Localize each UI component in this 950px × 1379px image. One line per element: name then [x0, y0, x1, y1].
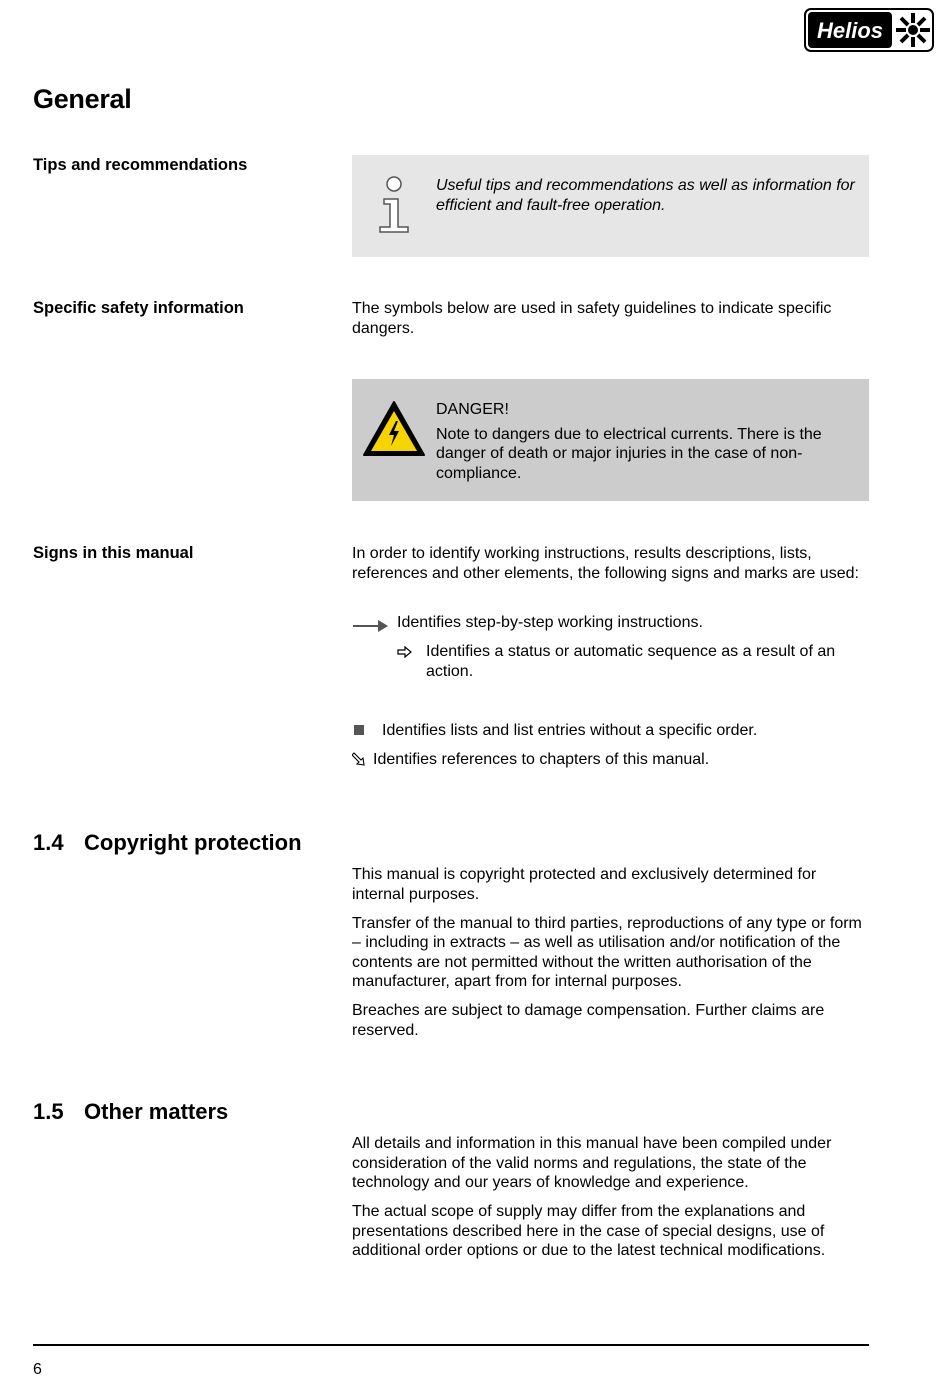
section-title-other: Other matters	[84, 1099, 229, 1124]
page-title: General	[33, 84, 132, 114]
danger-content	[436, 400, 861, 483]
helios-logo	[804, 8, 934, 52]
footer-divider	[33, 1344, 869, 1346]
safety-intro: The symbols below are used in safety guidelines to indicate specific dangers.	[352, 300, 832, 337]
electrical-hazard-icon	[361, 399, 427, 464]
paragraph: This manual is copyright protected and exclusively determined for internal purposes.	[352, 866, 817, 903]
page-number: 6	[33, 1361, 42, 1378]
signs-label: Signs in this manual	[33, 544, 194, 562]
section-number-copyright: 1.4	[33, 830, 64, 855]
arrow-step-icon	[352, 617, 390, 639]
logo-wordmark: Helios	[816, 18, 884, 43]
danger-title: DANGER!	[436, 401, 509, 418]
result-arrow-icon	[397, 645, 413, 665]
tip-box	[352, 155, 869, 257]
tips-label: Tips and recommendations	[33, 156, 248, 174]
signs-intro: In order to identify working instructions, results descriptions, lists, references and other elements, the following signs and marks are used:	[352, 545, 859, 582]
info-icon	[378, 175, 412, 240]
copyright-body	[352, 865, 872, 1050]
other-body	[352, 1134, 872, 1270]
paragraph: All details and information in this manual have been compiled under consideration of the valid norms and regulations, the state of the technology and our years of knowledge and experience.	[352, 1135, 832, 1191]
danger-box	[352, 379, 869, 501]
safety-label: Specific safety information	[33, 299, 244, 317]
section-number-other: 1.5	[33, 1099, 64, 1124]
danger-text: Note to dangers due to electrical currents. There is the danger of death or major injuries in the case of non-compliance.	[436, 425, 822, 482]
square-bullet-icon	[354, 725, 364, 735]
paragraph: Breaches are subject to damage compensation. Further claims are reserved.	[352, 1002, 825, 1039]
reference-arrow-icon	[352, 752, 368, 774]
tip-text: Useful tips and recommendations as well as information for efficient and fault-free operation.	[436, 177, 855, 214]
section-title-copyright: Copyright protection	[84, 830, 302, 855]
paragraph: Transfer of the manual to third parties, reproductions of any type or form – including in extracts – as well as utilisation and/or notification of the contents are not permitted without the written authorisation of the manufacturer, apart from for internal purposes.	[352, 914, 862, 990]
paragraph: The actual scope of supply may differ from the explanations and presentations described here in the case of special designs, use of additional order options or due to the latest technical modifications.	[352, 1203, 826, 1259]
